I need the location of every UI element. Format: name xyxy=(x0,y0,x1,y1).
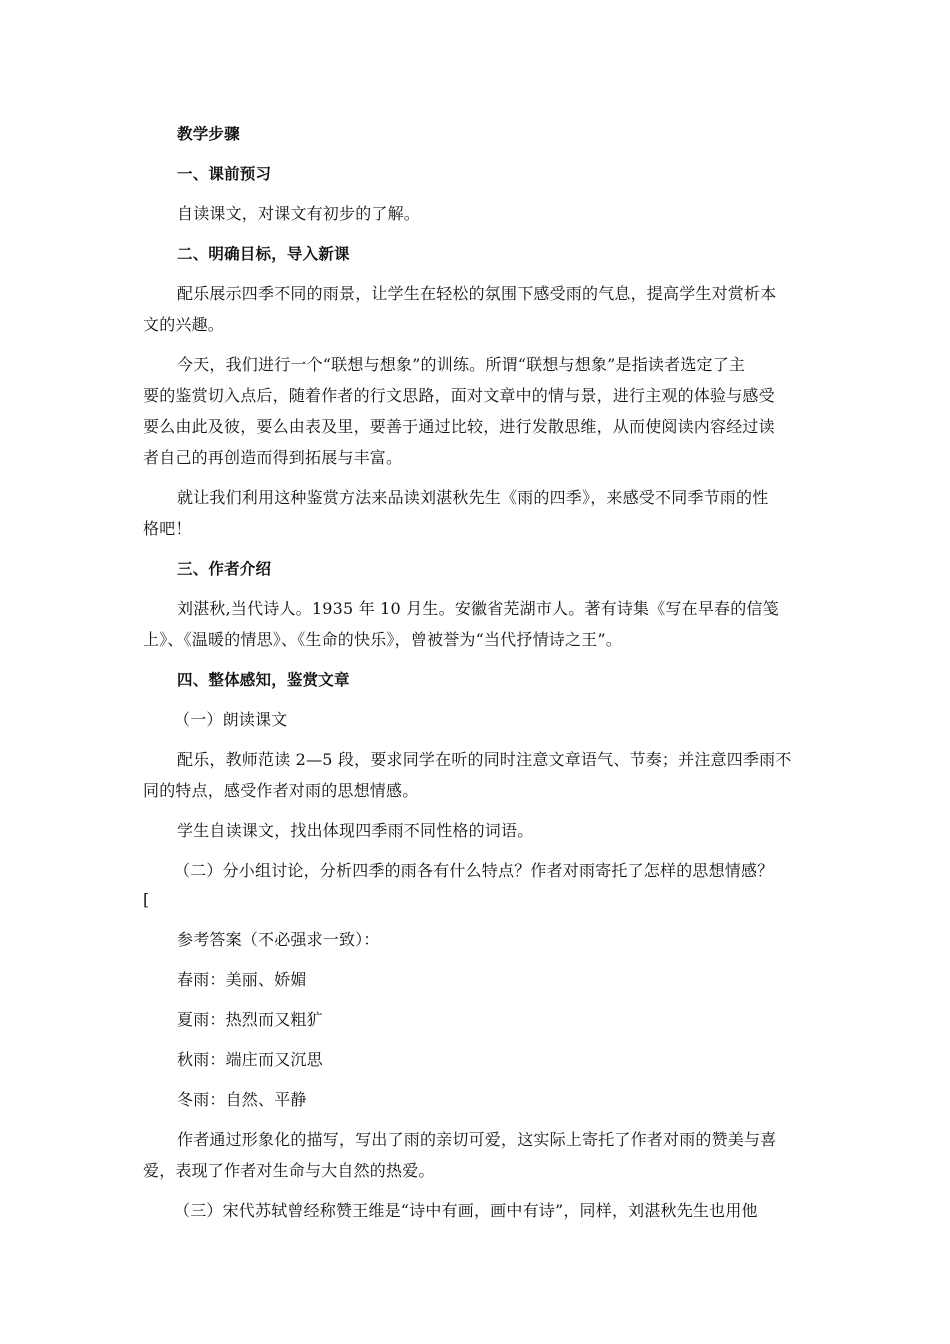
paragraph-line: 就让我们利用这种鉴赏方法来品读刘湛秋先生《雨的四季》，来感受不同季节雨的性 xyxy=(177,488,769,507)
section-title-objectives: 二、明确目标，导入新课 xyxy=(177,245,350,263)
paragraph-line: 文的兴趣。 xyxy=(143,315,225,334)
answer-autumn: 秋雨：端庄而又沉思 xyxy=(177,1050,323,1069)
subsection-title: （三）宋代苏轼曾经称赞王维是“诗中有画，画中有诗”，同样，刘湛秋先生也用他 xyxy=(174,1201,758,1220)
paragraph-line: 配乐展示四季不同的雨景，让学生在轻松的氛围下感受雨的气息，提高学生对赏析本 xyxy=(177,284,777,303)
paragraph-line: 刘湛秋,当代诗人。1935 年 10 月生。安徽省芜湖市人。著有诗集《写在早春的信笺 xyxy=(177,599,779,618)
section-title-overall: 四、整体感知，鉴赏文章 xyxy=(177,671,350,689)
answer-label: 参考答案（不必强求一致）： xyxy=(177,930,380,949)
paragraph-line: 格吧！ xyxy=(143,519,192,538)
paragraph-line: 同的特点，感受作者对雨的思想情感。 xyxy=(143,781,419,800)
heading-teaching-steps: 教学步骤 xyxy=(177,125,240,143)
answer-spring: 春雨：美丽、娇媚 xyxy=(177,970,307,989)
bracket-mark: [ xyxy=(143,890,150,909)
subsection-title: （二）分小组讨论，分析四季的雨各有什么特点？作者对雨寄托了怎样的思想情感？ xyxy=(174,861,774,880)
paragraph-line: 要么由此及彼，要么由表及里，要善于通过比较，进行发散思维，从而使阅读内容经过读 xyxy=(143,417,775,436)
paragraph-line: 上》、《温暖的情思》、《生命的快乐》，曾被誉为“当代抒情诗之王”。 xyxy=(143,630,622,649)
section-title-preview: 一、课前预习 xyxy=(177,165,272,183)
paragraph-line: 今天，我们进行一个“联想与想象”的训练。所谓“联想与想象”是指读者选定了主 xyxy=(177,355,746,374)
answer-winter: 冬雨：自然、平静 xyxy=(177,1090,307,1109)
paragraph-line: 爱，表现了作者对生命与大自然的热爱。 xyxy=(143,1161,435,1180)
paragraph: 学生自读课文，找出体现四季雨不同性格的词语。 xyxy=(177,821,534,840)
section-title-author: 三、作者介绍 xyxy=(177,560,272,578)
answer-summer: 夏雨：热烈而又粗犷 xyxy=(177,1010,323,1029)
paragraph-line: 要的鉴赏切入点后，随着作者的行文思路，面对文章中的情与景，进行主观的体验与感受 xyxy=(143,386,775,405)
subsection-title: （一）朗读课文 xyxy=(174,710,288,729)
paragraph-line: 作者通过形象化的描写，写出了雨的亲切可爱，这实际上寄托了作者对雨的赞美与喜 xyxy=(177,1130,777,1149)
paragraph-line: 配乐，教师范读 2—5 段，要求同学在听的同时注意文章语气、节奏；并注意四季雨不 xyxy=(177,750,792,769)
paragraph: 自读课文，对课文有初步的了解。 xyxy=(177,204,421,223)
paragraph-line: 者自己的再创造而得到拓展与丰富。 xyxy=(143,448,403,467)
